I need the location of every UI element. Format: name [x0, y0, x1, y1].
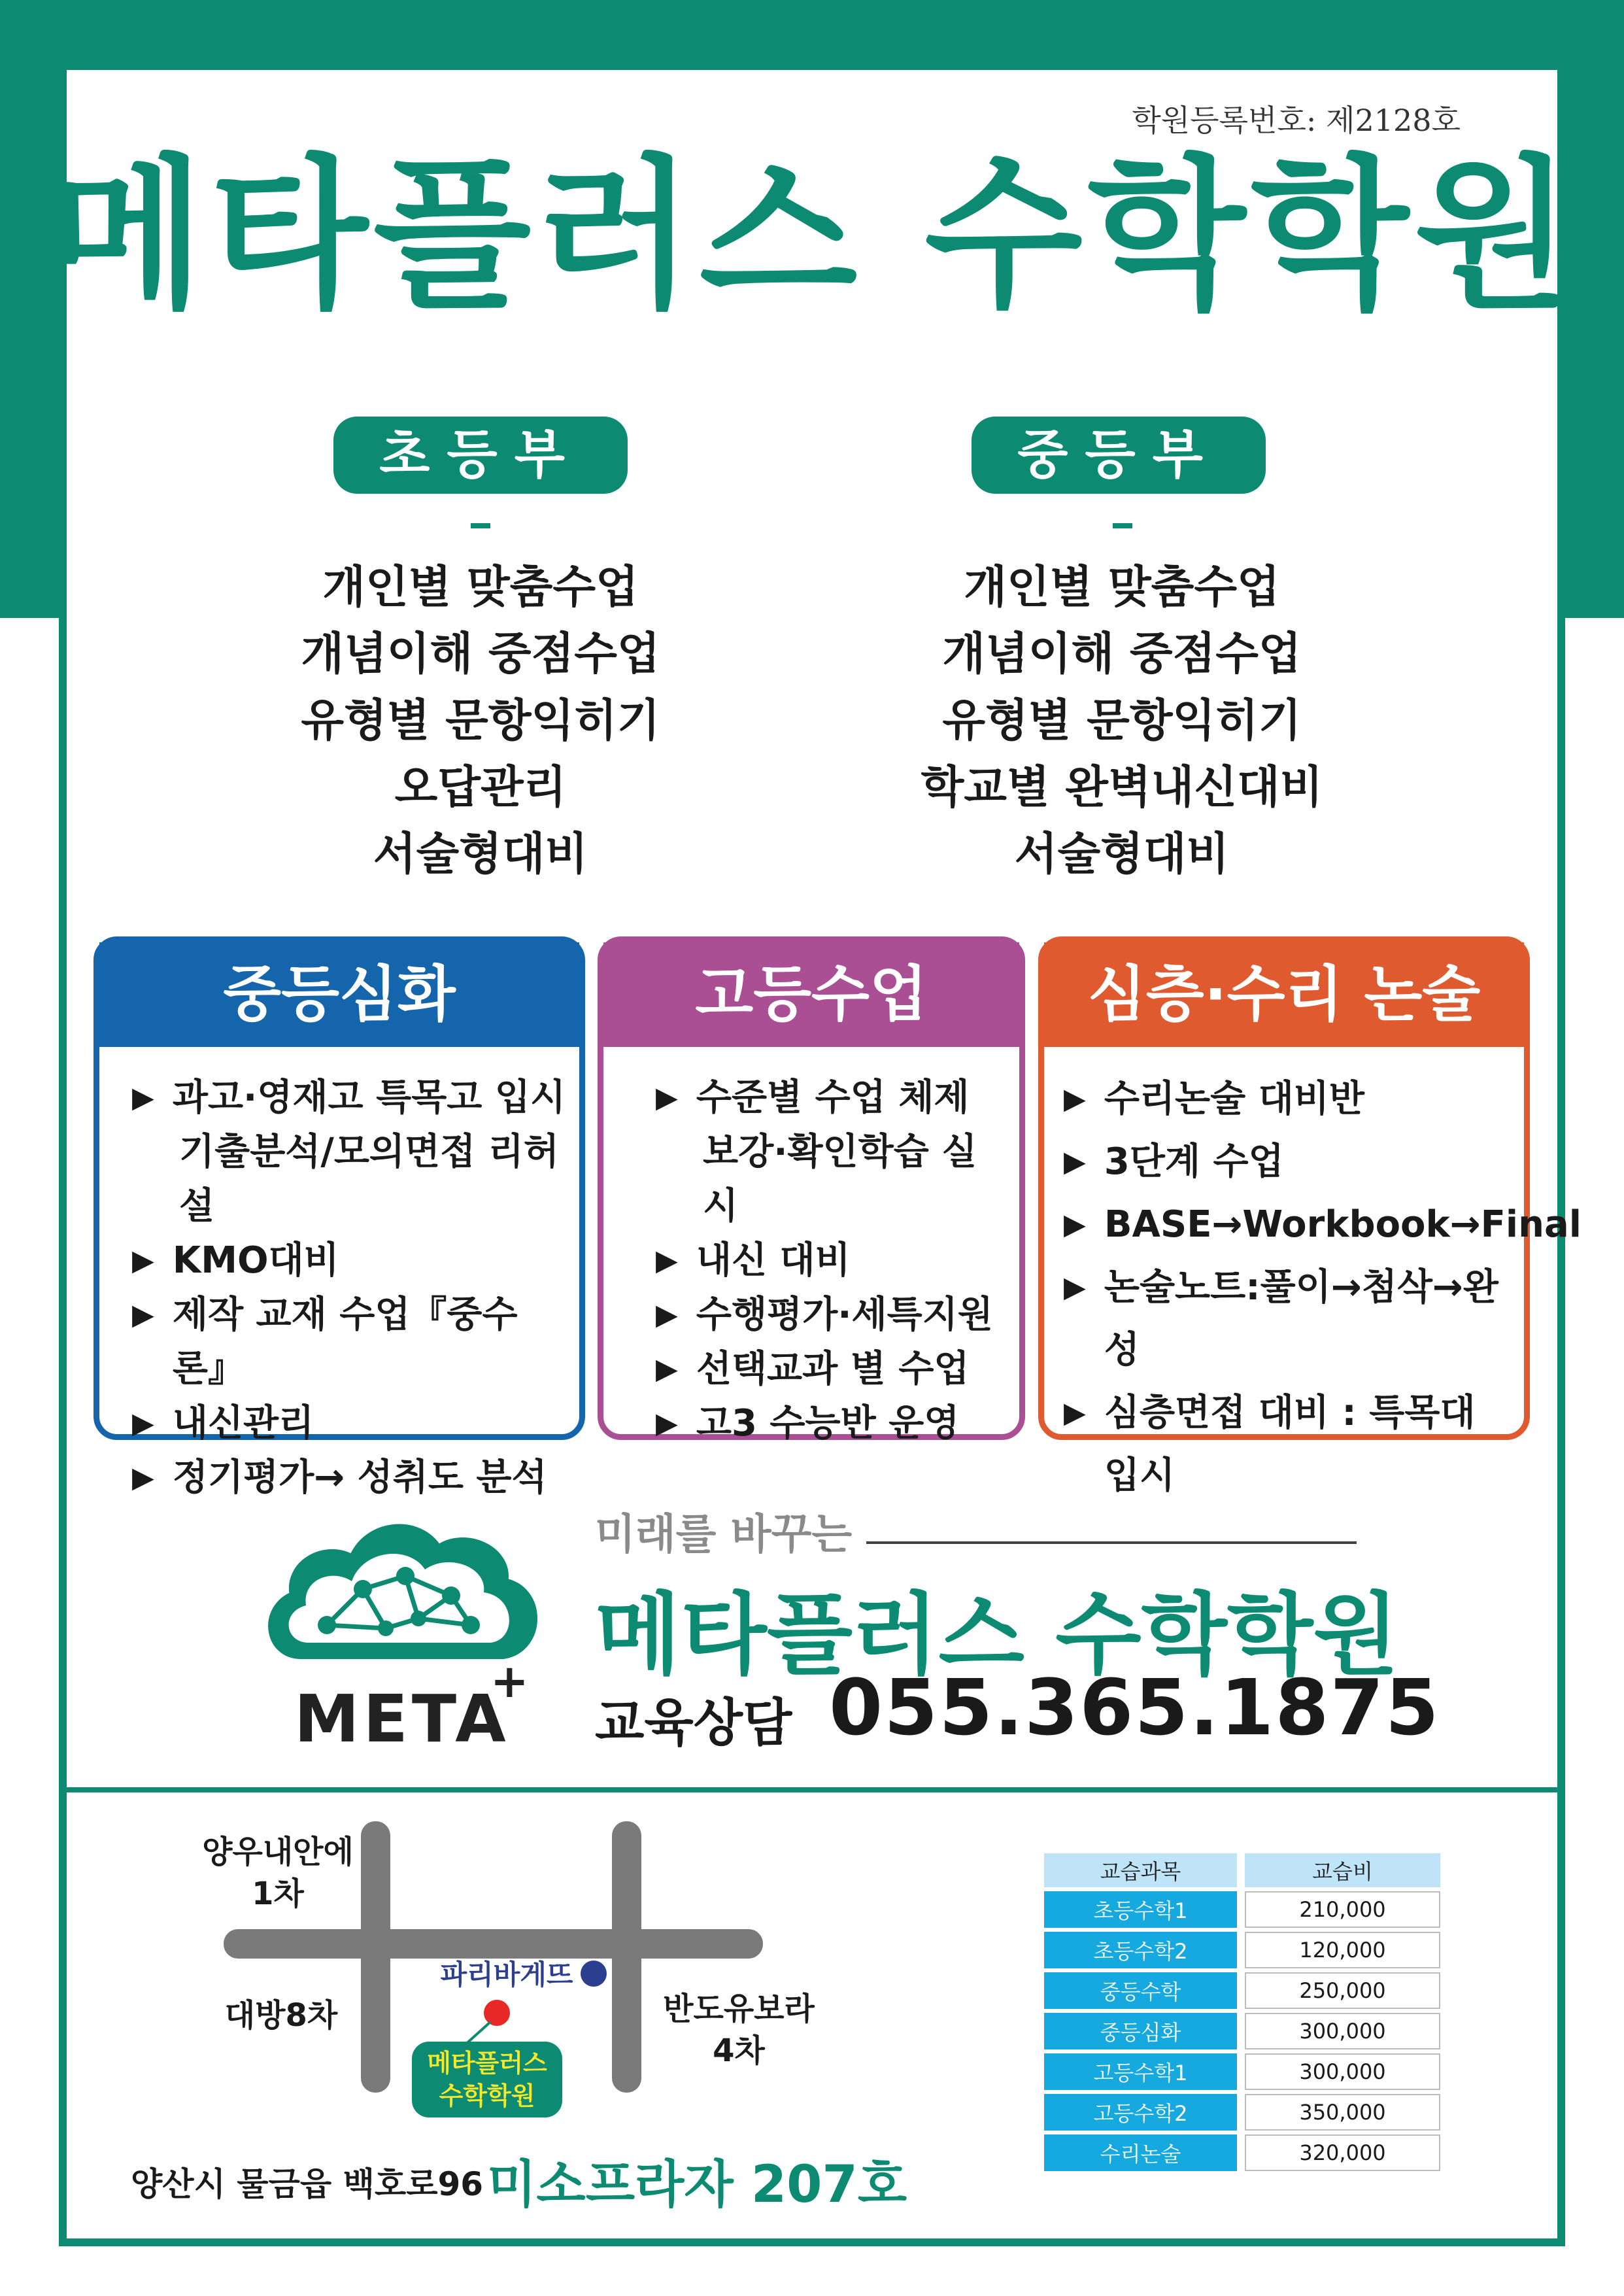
- table-row: [1044, 2053, 1440, 2090]
- phone-number: 055.365.1875: [829, 1662, 1440, 1753]
- list-item: [656, 1125, 1006, 1233]
- elementary-item: 개념이해 중점수업: [301, 628, 660, 680]
- fee-value: 210,000: [1245, 1891, 1440, 1928]
- list-item: [132, 1233, 566, 1288]
- fee-subject: 고등수학1: [1044, 2053, 1237, 2090]
- fee-table-header: [1044, 1853, 1440, 1887]
- middle-item: 학교별 완벽내신대비: [921, 762, 1323, 814]
- list-item-text: 선택교과 별 수업: [696, 1348, 970, 1390]
- table-row: [1044, 1891, 1440, 1928]
- list-item-text: BASE→Workbook→Final: [1104, 1203, 1582, 1246]
- elementary-item: 오답관리: [394, 762, 567, 814]
- list-item-text: 내신관리: [172, 1402, 314, 1445]
- bakery-marker-icon: [581, 1961, 607, 1987]
- list-item: [132, 1071, 566, 1125]
- registration-number: 학원등록번호: 제2128호: [1132, 103, 1461, 138]
- list-item-text: 내신 대비: [696, 1239, 851, 1282]
- middle-badge: 중등부: [972, 417, 1266, 494]
- tagline: 미래를 바꾸는: [595, 1511, 853, 1559]
- list-item: [656, 1396, 1006, 1450]
- list-item-text: 기출분석/모의면접 리허설: [179, 1131, 559, 1227]
- fee-value: 300,000: [1245, 2053, 1440, 2090]
- advanced-box-title: 중등심화: [99, 942, 579, 1047]
- fee-value: 300,000: [1245, 2013, 1440, 2049]
- list-item-text: 3단계 수업: [1104, 1140, 1284, 1183]
- fee-value: 120,000: [1245, 1932, 1440, 1968]
- list-item: [1064, 1131, 1511, 1193]
- fee-value: 350,000: [1245, 2094, 1440, 2131]
- tagline-rule: [866, 1541, 1357, 1544]
- middle-item: 개인별 맞춤수업: [964, 562, 1280, 613]
- middle-list: [828, 555, 1416, 888]
- map-road-left: [361, 1821, 390, 2093]
- logo-plus: +: [490, 1654, 529, 1708]
- list-item: [132, 1125, 566, 1233]
- triangle-bullet-icon: ▶: [1064, 1145, 1086, 1178]
- middle-dash: [1113, 523, 1132, 528]
- elementary-item: 서술형대비: [373, 829, 588, 880]
- triangle-bullet-icon: ▶: [1064, 1396, 1086, 1430]
- consult-label: 교육상담: [595, 1694, 792, 1753]
- list-item: [1064, 1256, 1511, 1382]
- list-item-text: 심층면접 대비 : 특목대 입시: [1104, 1392, 1476, 1497]
- map-label-right: 반도유보라 4차: [663, 1991, 815, 2069]
- triangle-bullet-icon: ▶: [656, 1244, 678, 1277]
- list-item: [1064, 1068, 1511, 1131]
- elementary-item: 유형별 문항익히기: [301, 695, 660, 747]
- advanced-list: [99, 1047, 579, 1505]
- fee-table: [1036, 1849, 1448, 2175]
- list-item-text: 논술노트:풀이→첨삭→완성: [1104, 1266, 1498, 1371]
- essay-box: [1038, 936, 1582, 1497]
- list-item-text: 제작 교재 수업『중수론』: [172, 1294, 518, 1390]
- fee-subject: 초등수학1: [1044, 1891, 1237, 1928]
- main-title: 메타플러스 수학학원: [46, 140, 1578, 330]
- address: 양산시 물금읍 백호로96: [131, 2165, 484, 2203]
- list-item: [1064, 1382, 1511, 1507]
- list-item: [132, 1450, 566, 1505]
- triangle-bullet-icon: ▶: [656, 1081, 678, 1114]
- advanced-box: [93, 936, 585, 1499]
- triangle-bullet-icon: ▶: [132, 1244, 154, 1277]
- list-item-text: 과고·영재고 특목고 입시: [172, 1076, 566, 1119]
- map-label-bakery: 파리바게뜨: [440, 1959, 573, 1991]
- list-item-text: 수행평가·세특지원: [696, 1294, 993, 1336]
- triangle-bullet-icon: ▶: [656, 1352, 678, 1386]
- triangle-bullet-icon: ▶: [656, 1407, 678, 1440]
- triangle-bullet-icon: ▶: [1064, 1271, 1086, 1304]
- middle-item: 서술형대비: [1014, 829, 1230, 880]
- high-box: [598, 936, 1025, 1445]
- table-row: [1044, 2134, 1440, 2171]
- middle-item: 유형별 문항익히기: [942, 695, 1302, 747]
- triangle-bullet-icon: ▶: [1064, 1208, 1086, 1241]
- table-row: [1044, 1972, 1440, 2009]
- fee-subject: 초등수학2: [1044, 1932, 1237, 1968]
- address-highlight: 미소프라자 207호: [487, 2155, 907, 2214]
- list-item: [132, 1396, 566, 1450]
- list-item-text: KMO대비: [172, 1239, 339, 1282]
- elementary-dash: [471, 523, 490, 528]
- high-box-title: 고등수업: [603, 942, 1019, 1047]
- list-item-text: 수리논술 대비반: [1104, 1078, 1365, 1120]
- map-label-left: 대방8차: [224, 1997, 338, 2034]
- list-item: [656, 1233, 1006, 1288]
- middle-item: 개념이해 중점수업: [942, 628, 1302, 680]
- list-item: [656, 1342, 1006, 1396]
- table-row: [1044, 1932, 1440, 1968]
- elementary-badge: 초등부: [333, 417, 628, 494]
- fee-subject: 수리논술: [1044, 2134, 1237, 2171]
- table-row: [1044, 2094, 1440, 2131]
- triangle-bullet-icon: ▶: [132, 1407, 154, 1440]
- fee-value: 320,000: [1245, 2134, 1440, 2171]
- map-road-right: [612, 1821, 641, 2093]
- list-item-text: 정기평가→ 성취도 분석: [172, 1456, 547, 1499]
- triangle-bullet-icon: ▶: [132, 1081, 154, 1114]
- fee-subject: 고등수학2: [1044, 2094, 1237, 2131]
- map-label-top-left: 양우내안에 1차: [202, 1834, 354, 1912]
- fee-subject: 중등수학: [1044, 1972, 1237, 2009]
- triangle-bullet-icon: ▶: [132, 1298, 154, 1331]
- academy-map-label: 메타플러스 수학학원: [412, 2042, 562, 2117]
- triangle-bullet-icon: ▶: [132, 1461, 154, 1494]
- essay-list: [1044, 1047, 1582, 1507]
- elementary-item: 개인별 맞춤수업: [322, 562, 639, 613]
- triangle-bullet-icon: ▶: [656, 1298, 678, 1331]
- list-item: [132, 1288, 566, 1396]
- list-item: [656, 1288, 1006, 1342]
- section-divider: [67, 1787, 1557, 1792]
- fee-header-fee: 교습비: [1245, 1853, 1440, 1887]
- fee-header-subject: 교습과목: [1044, 1853, 1237, 1887]
- list-item-text: 보강·확인학습 실시: [703, 1131, 977, 1227]
- brand-name: 메타플러스 수학학원: [595, 1584, 1399, 1687]
- table-row: [1044, 2013, 1440, 2049]
- fee-subject: 중등심화: [1044, 2013, 1237, 2049]
- list-item: [656, 1071, 1006, 1125]
- logo-wordmark: META: [294, 1681, 510, 1757]
- high-list: [603, 1047, 1019, 1450]
- triangle-bullet-icon: ▶: [1064, 1082, 1086, 1116]
- list-item-text: 고3 수능반 운영: [696, 1402, 960, 1445]
- essay-box-title: 심층·수리 논술: [1044, 942, 1524, 1047]
- list-item-text: 수준별 수업 체제: [696, 1076, 970, 1119]
- elementary-list: [186, 555, 775, 888]
- fee-value: 250,000: [1245, 1972, 1440, 2009]
- list-item: [1064, 1193, 1582, 1256]
